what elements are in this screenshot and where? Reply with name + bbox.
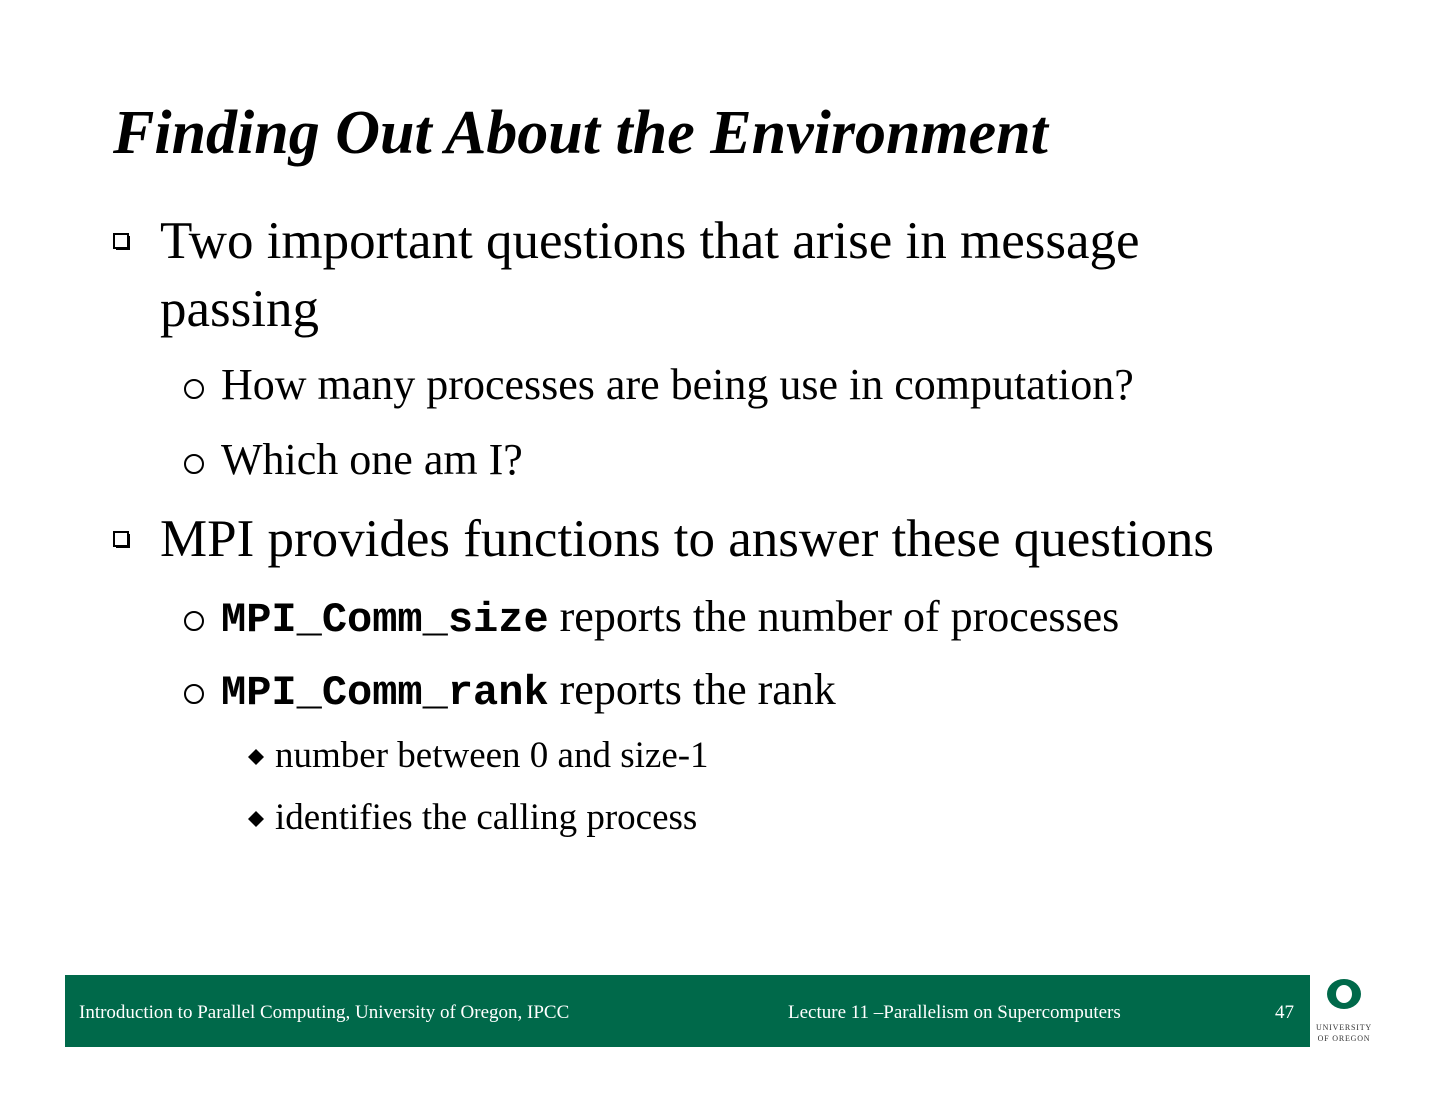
footer-bar	[65, 975, 1310, 1047]
circle-bullet-icon	[183, 680, 211, 708]
circle-bullet-icon	[183, 607, 211, 635]
page-number: 47	[1275, 1002, 1294, 1023]
square-bullet-icon	[113, 233, 131, 251]
sub-bullet-2-1-text	[221, 590, 1119, 647]
logo-text-of-oregon: OF OREGON	[1317, 1034, 1371, 1043]
circle-bullet-icon	[183, 375, 211, 403]
mpi-comm-rank-description: reports the rank	[548, 665, 836, 714]
university-of-oregon-logo	[1312, 977, 1376, 1047]
diamond-bullet-icon	[247, 748, 265, 766]
circle-bullet-icon	[183, 450, 211, 478]
footer-course-title: Introduction to Parallel Computing, University of Oregon, IPCC	[79, 1002, 570, 1023]
bullet-1-text-continued: passing	[160, 280, 319, 338]
bullet-2-text: MPI provides functions to answer these questions	[160, 510, 1214, 568]
logo-text-university: UNIVERSITY	[1316, 1023, 1372, 1032]
sub-sub-bullet-2-text: identifies the calling process	[275, 797, 698, 838]
slide-title: Finding Out About the Environment	[113, 99, 1048, 167]
mpi-comm-size-code: MPI_Comm_size	[221, 596, 549, 644]
bullet-1-text: Two important questions that arise in message	[160, 212, 1140, 270]
sub-bullet-1-1-text: How many processes are being use in computation?	[221, 360, 1134, 409]
mpi-comm-rank-code: MPI_Comm_rank	[221, 669, 549, 717]
diamond-bullet-icon	[247, 810, 265, 828]
mpi-comm-size-description: reports the number of processes	[548, 592, 1120, 641]
sub-bullet-2-2-text	[221, 663, 836, 720]
oregon-o-icon	[1312, 977, 1376, 1013]
sub-sub-bullet-1-text: number between 0 and size-1	[275, 735, 709, 776]
sub-bullet-1-2-text: Which one am I?	[221, 435, 523, 484]
footer-lecture-title: Lecture 11 –Parallelism on Supercomputers	[788, 1002, 1121, 1023]
square-bullet-icon	[113, 531, 131, 549]
